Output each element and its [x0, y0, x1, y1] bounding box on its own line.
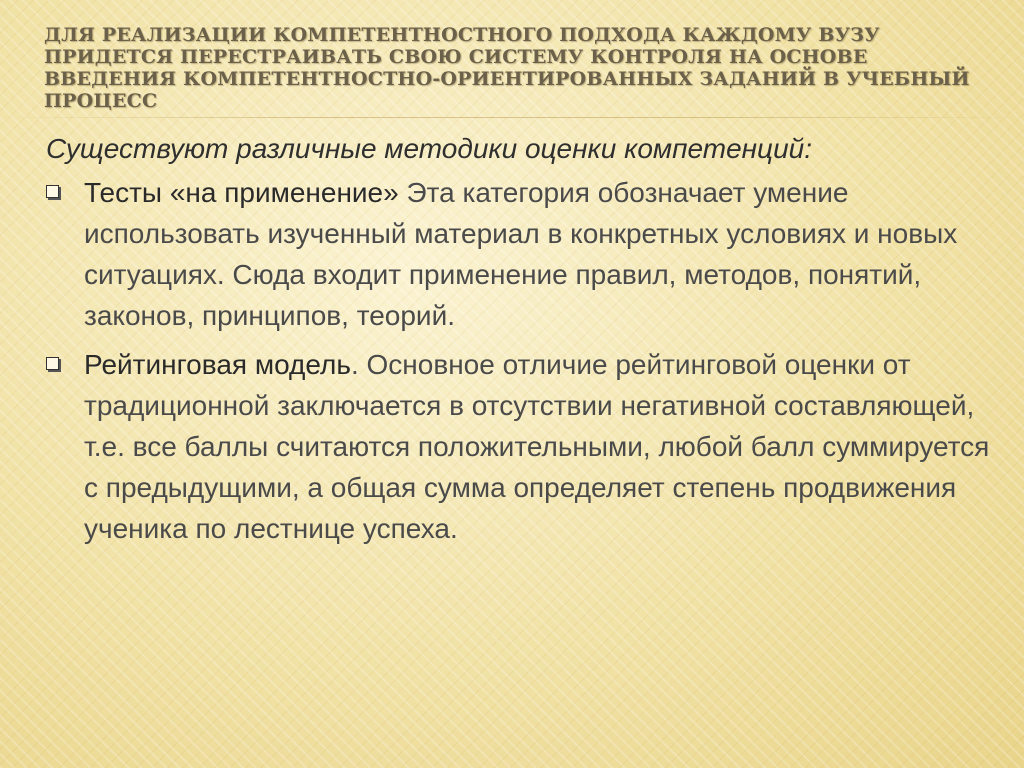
- bullet-item-rating-model: [46, 344, 996, 549]
- intro-text: Существуют различные методики оценки компетенций:: [46, 133, 812, 164]
- square-bullet-icon: [46, 357, 59, 370]
- bullet-term: Рейтинговая модель: [84, 349, 351, 380]
- title-divider: [0, 117, 1024, 118]
- slide-content: [46, 128, 996, 557]
- bullet-term: Тесты «на применение»: [84, 177, 399, 208]
- bullet-text: . Основное отличие рейтинговой оценки от традиционной заключается в отсутствии негативной составляющей, т.е. все баллы считаются положительными, любой балл суммируется с предыдущими, а общая сумма определяет степень продвижения ученика по лестнице успеха.: [84, 349, 990, 544]
- slide-title: ДЛЯ РЕАЛИЗАЦИИ КОМПЕТЕНТНОСТНОГО ПОДХОДА КАЖДОМУ ВУЗУ ПРИДЕТСЯ ПЕРЕСТРАИВАТЬ СВОЮ СИСТЕМУ КОНТРОЛЯ НА ОСНОВЕ ВВЕДЕНИЯ КОМПЕТЕНТНОСТНО-ОРИЕНТИРОВАННЫХ ЗАДАНИЙ В УЧЕБНЫЙ ПРОЦЕСС: [44, 24, 970, 112]
- square-bullet-icon: [46, 185, 59, 198]
- bullet-item-tests: [46, 172, 996, 336]
- bullet-text: Эта категория обозначает умение использовать изученный материал в конкретных условиях и новых ситуациях. Сюда входит применение правил, методов, понятий, законов, принципов, теорий.: [84, 177, 958, 331]
